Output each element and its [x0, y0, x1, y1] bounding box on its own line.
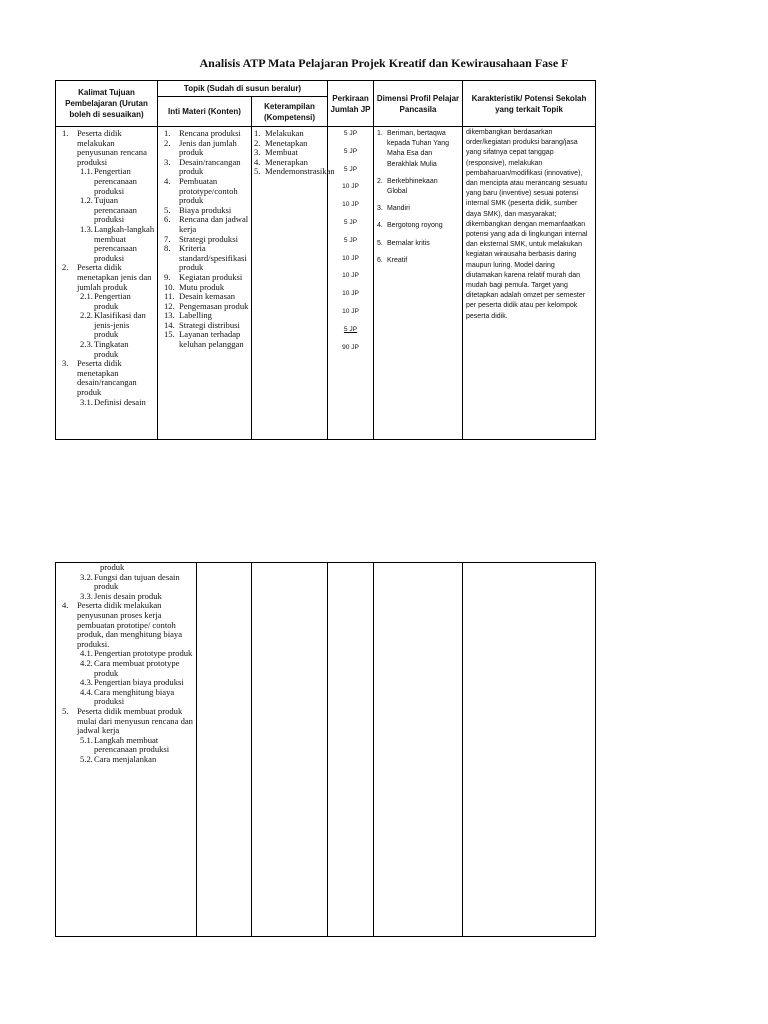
- jp-value: 90 JP: [342, 343, 359, 351]
- item-text: Cara membuat prototype produk: [94, 657, 180, 678]
- tujuan-sub-item: [80, 225, 155, 263]
- item-text: Peserta didik melakukan penyusunan proses kerja pembuatan prototipe/ contoh produk, dan menghitung biaya produksi.: [77, 600, 183, 649]
- item-text: Langkah-langkah membuat perencanaan produksi: [94, 223, 155, 263]
- jp-value: 5 JP: [343, 236, 358, 244]
- item-text: Desain/rancangan produk: [179, 156, 241, 177]
- item-number: 2.: [254, 137, 261, 148]
- item-text: Rencana produksi: [179, 128, 241, 138]
- tujuan-sub-item: [80, 196, 155, 225]
- item-number: 5.: [164, 204, 171, 215]
- item-number: 4.3.: [80, 677, 93, 688]
- item-number: 7.: [164, 233, 171, 244]
- materi-list: [164, 129, 249, 350]
- item-text: Jenis desain produk: [94, 590, 162, 601]
- item-number: 15.: [164, 329, 175, 340]
- item-row: [377, 177, 459, 197]
- item-row: [62, 359, 155, 397]
- item-text: Cara menghitung biaya produksi: [94, 686, 175, 707]
- item-text: Peserta didik membuat produk mulai dari menyusun rencana dan jadwal kerja: [77, 705, 193, 736]
- item-number: 4.: [62, 600, 69, 611]
- item-number: 1.: [377, 130, 383, 137]
- item-text: Kriteria standard/spesifikasi produk: [179, 243, 247, 273]
- tujuan-sub-list: [80, 398, 155, 408]
- item-number: 5.2.: [80, 753, 93, 764]
- tujuan-item: [62, 707, 196, 765]
- item-number: 10.: [164, 281, 175, 292]
- tujuan-item: [62, 601, 196, 707]
- item-number: 2.: [377, 177, 383, 185]
- jp-value: 5 JP: [343, 130, 358, 137]
- tujuan-cell-continued: [56, 563, 197, 937]
- item-text: Membuat: [265, 147, 298, 158]
- item-number: 4.2.: [80, 657, 93, 668]
- item-row: [377, 204, 459, 214]
- item-text: Definisi desain: [94, 396, 146, 407]
- item-text: Mutu produk: [179, 281, 225, 292]
- item-text: Jenis dan jumlah produk: [179, 137, 237, 158]
- item-text: Melakukan: [265, 128, 304, 138]
- item-row: [377, 221, 459, 231]
- atp-table-page-1: [55, 80, 596, 440]
- jp-value: 10 JP: [342, 201, 359, 209]
- tujuan-item: [62, 129, 155, 263]
- dimensi-item: [377, 239, 459, 249]
- tujuan-item: [62, 263, 155, 359]
- tujuan-item: [62, 359, 155, 407]
- item-number: 2.: [62, 262, 69, 273]
- item-row: [62, 601, 196, 649]
- item-number: 3.: [377, 205, 383, 213]
- item-row: [80, 340, 155, 359]
- tujuan-list: [62, 129, 155, 407]
- empty-cell: [328, 563, 374, 937]
- item-number: 1.: [62, 128, 69, 138]
- materi-item: [164, 244, 249, 273]
- tujuan-list-continued: [62, 601, 196, 764]
- item-text: Strategi distribusi: [179, 319, 240, 330]
- dimensi-item: [377, 256, 459, 266]
- item-row: [80, 736, 196, 755]
- item-number: 1.: [164, 128, 171, 138]
- materi-item: [164, 235, 249, 245]
- item-text: Peserta didik menetapkan jenis dan jumlah produk: [77, 262, 152, 292]
- tujuan-sub-item: [80, 292, 155, 311]
- dimensi-item: [377, 177, 459, 197]
- item-row: [80, 167, 155, 196]
- item-row: [377, 256, 459, 266]
- atp-table-page-2: [55, 562, 596, 937]
- item-number: 3.: [254, 147, 261, 158]
- item-number: 6.: [377, 256, 383, 264]
- item-text: Peserta didik melakukan penyusunan rencana produksi: [77, 128, 147, 167]
- header-jp: Perkiraan Jumlah JP: [328, 81, 374, 127]
- item-text: Pengertian produk: [94, 291, 131, 311]
- header-dimensi: Dimensi Profil Pelajar Pancasila: [374, 81, 463, 127]
- item-number: 4.1.: [80, 648, 93, 659]
- item-text: Kegiatan produksi: [179, 271, 243, 282]
- dimensi-list: [377, 129, 459, 266]
- tujuan-sub-list: [80, 167, 155, 263]
- item-row: [80, 292, 155, 311]
- item-number: 4.: [164, 175, 171, 186]
- header-materi: Inti Materi (Konten): [158, 97, 252, 127]
- tujuan-sub-list: [80, 292, 155, 359]
- item-number: 4.: [377, 222, 383, 230]
- item-text: Tingkatan produk: [94, 339, 129, 359]
- tujuan-sub-item: [80, 688, 196, 707]
- tujuan-sub-list: [80, 649, 196, 707]
- keterampilan-item: [254, 166, 335, 177]
- tujuan-cell: [56, 127, 158, 440]
- item-text: Strategi produksi: [179, 233, 238, 244]
- item-number: 11.: [164, 291, 175, 302]
- tujuan-sub-item: [80, 736, 196, 755]
- item-number: 3.3.: [80, 590, 93, 601]
- item-number: 1.: [254, 128, 261, 138]
- item-row: [62, 129, 155, 167]
- karakteristik-text: dikembangkan berdasarkan order/kegiatan produksi barang/jasa yang sifatnya cepat tanggap (responsive), melakukan pembaharuan/modifikasi (innovative), dan mencipta atau merancang sesuatu yang baru (inventive) sesuai potensi internal SMK (peserta didik, sumber daya SMK), dan masyarakat; dikembangkan dengan memanfaatkan potensi yang ada di lingkungan internal dan eksternal SMK, untuk melakukan kegiatan wirausaha berbasis daring maupun luring. Model daring diutamakan karena relatif murah dan mudah bagi pemula. Target yang ditetapkan adalah omzet per semester per peserta didik atau per kelompok peserta didik.: [466, 129, 588, 320]
- jp-value: 10 JP: [342, 272, 359, 280]
- item-text: Mandiri: [387, 205, 410, 213]
- tujuan-sub-list: [80, 736, 196, 765]
- item-text: Pengertian biaya produksi: [94, 677, 184, 688]
- item-number: 8.: [164, 243, 171, 254]
- materi-item: [164, 330, 249, 349]
- item-row: [80, 311, 155, 340]
- item-text: Menetapkan: [265, 137, 308, 148]
- jp-value: 5 JP: [343, 165, 358, 173]
- empty-cell: [197, 563, 252, 937]
- item-text: Bernalar kritis: [387, 239, 430, 247]
- jp-list: [328, 130, 373, 352]
- tujuan-sub-item: [80, 659, 196, 678]
- item-number: 5.: [377, 239, 383, 247]
- item-text: Berkebhinekaan Global: [387, 177, 438, 196]
- item-number: 1.3.: [80, 223, 93, 234]
- item-text: Bergotong royong: [387, 222, 443, 230]
- item-row: [164, 235, 249, 245]
- item-row: [80, 755, 196, 765]
- karakteristik-cell: [463, 127, 596, 440]
- item-number: 5.: [62, 705, 69, 716]
- dimensi-item: [377, 129, 459, 170]
- header-karakteristik: Karakteristik/ Potensi Sekolah yang terkait Topik: [463, 81, 596, 127]
- item-number: 3.2.: [80, 571, 93, 582]
- item-number: 2.3.: [80, 339, 93, 350]
- item-number: 3.: [164, 156, 171, 167]
- item-row: [80, 688, 196, 707]
- empty-cell: [463, 563, 596, 937]
- item-text: Mendemonstrasikan: [265, 166, 335, 177]
- materi-cell: [158, 127, 252, 440]
- empty-cell: [374, 563, 463, 937]
- item-row: [80, 398, 155, 408]
- item-row: [80, 573, 196, 592]
- header-keterampilan: Keterampilan (Kompetensi): [252, 97, 328, 127]
- item-row: [80, 225, 155, 263]
- item-row: [62, 263, 155, 292]
- item-row: [254, 166, 335, 177]
- item-number: 5.1.: [80, 734, 93, 745]
- header-topik: Topik (Sudah di susun beralur): [158, 81, 328, 97]
- item-row: [164, 215, 249, 234]
- materi-item: [164, 139, 249, 158]
- jp-value: 10 JP: [342, 307, 359, 315]
- item-text: Pengertian perencanaan produksi: [94, 166, 137, 196]
- materi-item: [164, 215, 249, 234]
- carry-over-text: produk: [100, 562, 125, 572]
- item-text: Pengertian prototype produk: [94, 648, 193, 659]
- tujuan-sub-item: [80, 398, 155, 408]
- item-number: 4.4.: [80, 686, 93, 697]
- item-text: Fungsi dan tujuan desain produk: [94, 571, 180, 592]
- item-text: Layanan terhadap keluhan pelanggan: [179, 329, 244, 350]
- item-number: 2.2.: [80, 310, 93, 321]
- item-number: 14.: [164, 319, 175, 330]
- item-number: 1.2.: [80, 195, 93, 206]
- item-number: 6.: [164, 214, 171, 225]
- item-row: [164, 244, 249, 273]
- tujuan-sub-item: [80, 340, 155, 359]
- item-text: Pembuatan prototype/contoh produk: [179, 175, 238, 206]
- item-text: Labelling: [179, 310, 212, 321]
- item-number: 3.: [62, 358, 69, 369]
- dimensi-item: [377, 221, 459, 231]
- item-number: 4.: [254, 156, 261, 167]
- item-row: [164, 158, 249, 177]
- jp-value: 5 JP: [343, 325, 358, 333]
- item-text: Biaya produksi: [179, 204, 232, 215]
- jp-value: 10 JP: [342, 290, 359, 298]
- item-text: Rencana dan jadwal kerja: [179, 214, 249, 234]
- tujuan-sub-item: [80, 755, 196, 765]
- jp-value: 5 JP: [343, 218, 358, 226]
- keterampilan-cell: [252, 127, 335, 440]
- item-row: [377, 129, 459, 170]
- item-row: [62, 707, 196, 736]
- header-tujuan: Kalimat Tujuan Pembelajaran (Urutan boleh di sesuaikan): [56, 81, 158, 127]
- item-text: Desain kemasan: [179, 291, 236, 302]
- item-row: [80, 196, 155, 225]
- dimensi-cell: [374, 127, 463, 440]
- item-text: Beriman, bertaqwa kepada Tuhan Yang Maha Esa dan Berakhlak Mulia: [387, 130, 450, 168]
- materi-item: [164, 158, 249, 177]
- item-row: [164, 139, 249, 158]
- materi-item: [164, 177, 249, 206]
- tujuan-sub-item: [80, 311, 155, 340]
- dimensi-item: [377, 204, 459, 214]
- item-number: 9.: [164, 271, 171, 282]
- jp-value: 10 JP: [342, 183, 359, 191]
- item-row: [164, 330, 249, 349]
- item-number: 2.1.: [80, 291, 93, 302]
- item-text: Klasifikasi dan jenis-jenis produk: [94, 310, 146, 340]
- item-text: Menerapkan: [265, 156, 308, 167]
- item-row: [164, 177, 249, 206]
- item-row: [377, 239, 459, 249]
- tujuan-sub-list: [80, 573, 196, 602]
- document-title: Analisis ATP Mata Pelajaran Projek Kreatif dan Kewirausahaan Fase F: [199, 56, 569, 70]
- item-number: 13.: [164, 310, 175, 321]
- item-text: Kreatif: [387, 256, 408, 264]
- item-number: 3.1.: [80, 396, 93, 407]
- tujuan-sub-item: [80, 573, 196, 592]
- empty-cell: [252, 563, 328, 937]
- item-number: 1.1.: [80, 166, 93, 177]
- item-text: Cara menjalankan: [94, 753, 157, 764]
- item-text: Peserta didik menetapkan desain/rancangan produk: [77, 358, 137, 398]
- item-number: 12.: [164, 300, 175, 311]
- jp-value: 10 JP: [342, 254, 359, 262]
- item-text: Tujuan perencanaan produksi: [94, 195, 137, 225]
- keterampilan-list: [254, 128, 335, 177]
- item-text: Pengemasan produk: [179, 300, 249, 311]
- item-text: Langkah membuat perencanaan produksi: [94, 734, 170, 755]
- item-row: [80, 659, 196, 678]
- tujuan-sub-item: [80, 167, 155, 196]
- jp-value: 5 JP: [343, 147, 358, 155]
- item-number: 2.: [164, 137, 171, 148]
- item-number: 5.: [254, 166, 261, 177]
